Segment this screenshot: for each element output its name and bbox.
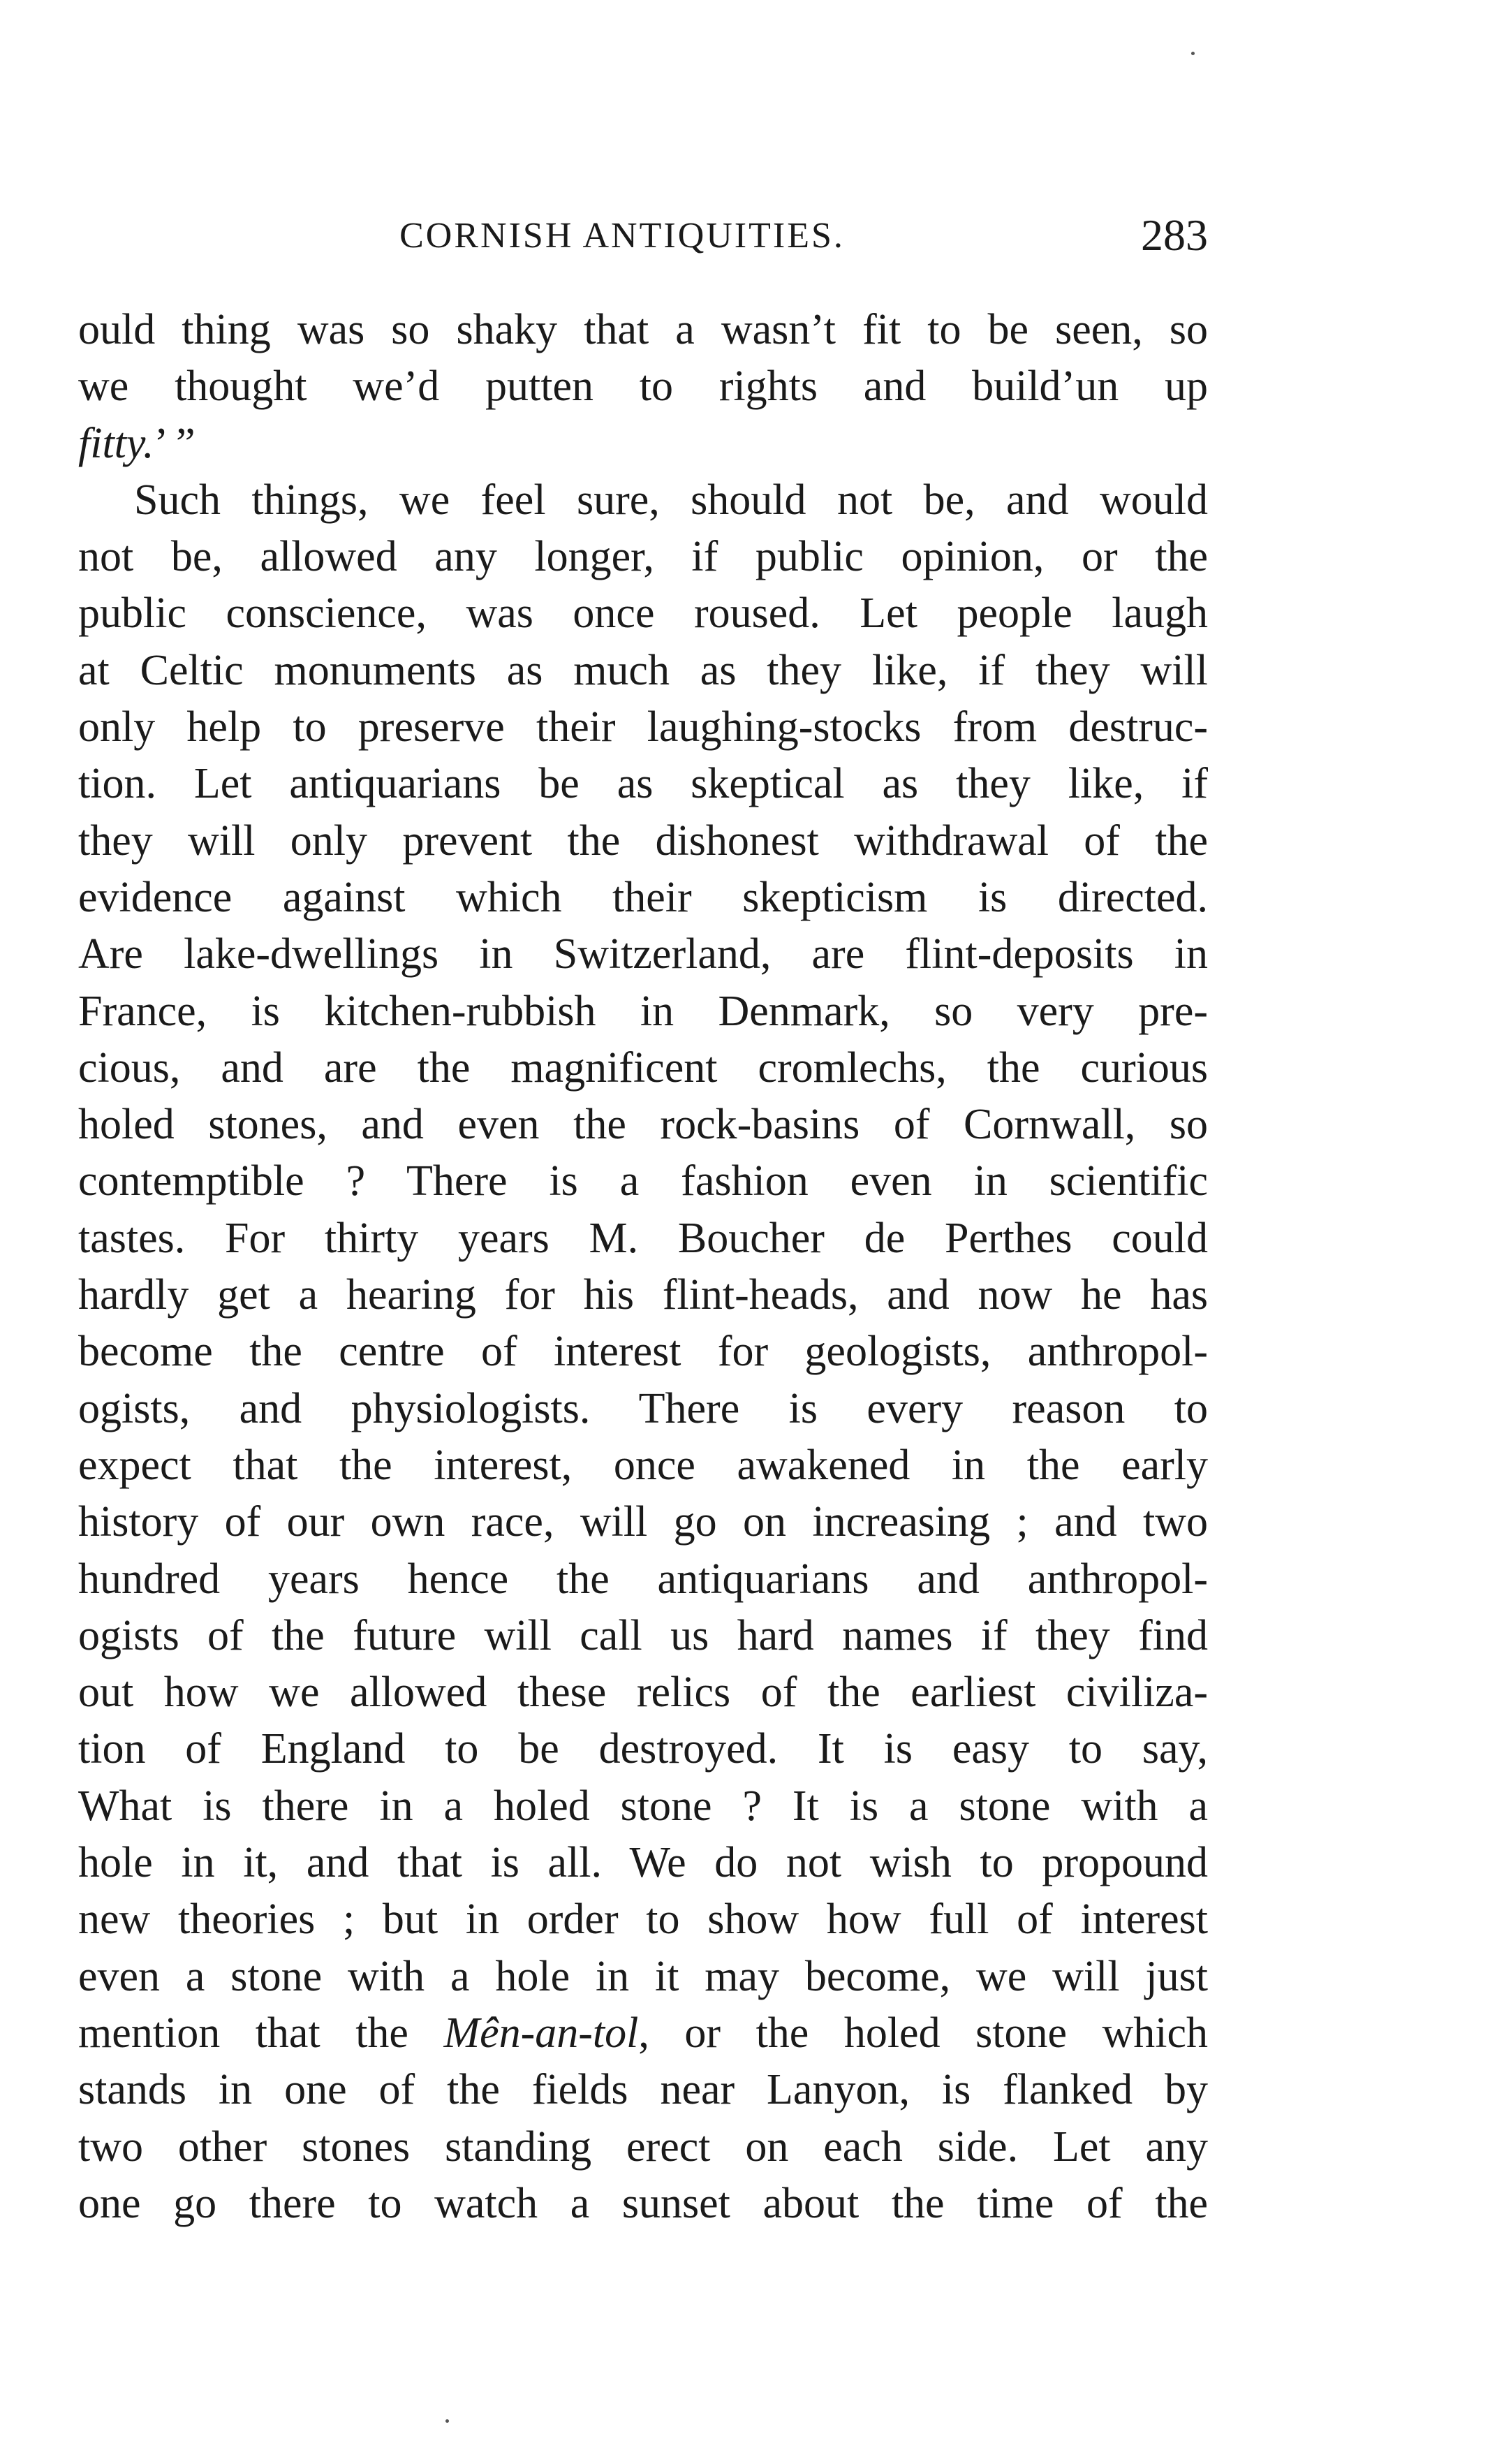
text-line: holed stones, and even the rock-basins of Cornwall, so [78, 1101, 1208, 1149]
text-line: contemptible ? There is a fashion even in scientific [78, 1157, 1208, 1205]
running-title: CORNISH ANTIQUITIES. [399, 216, 845, 256]
text-line: hardly get a hearing for his flint-heads, and now he has [78, 1271, 1208, 1319]
running-head [78, 210, 1208, 265]
text-line: become the centre of interest for geologists, anthropol- [78, 1328, 1208, 1376]
text-line [78, 2005, 1208, 2062]
text-line: stands in one of the fields near Lanyon, is flanked by [78, 2066, 1208, 2114]
text-line: hundred years hence the antiquarians and anthropol- [78, 1555, 1208, 1603]
text-line: they will only prevent the dishonest withdrawal of the [78, 816, 1208, 865]
page-number: 283 [1141, 210, 1208, 260]
text-line: tion. Let antiquarians be as skeptical as they like, if [78, 760, 1208, 808]
text-line: tion of England to be destroyed. It is easy to say, [78, 1725, 1208, 1773]
text-line: hole in it, and that is all. We do not wish to propound [78, 1839, 1208, 1887]
text-line: evidence against which their skepticism is directed. [78, 873, 1208, 921]
text-line [78, 416, 1208, 472]
text-line: tastes. For thirty years M. Boucher de Perthes could [78, 1214, 1208, 1262]
text-line: expect that the interest, once awakened in the early [78, 1441, 1208, 1489]
text-line: not be, allowed any longer, if public opinion, or the [78, 533, 1208, 581]
text-line: even a stone with a hole in it may become, we will just [78, 1952, 1208, 2000]
body-text [78, 302, 1208, 2232]
text-line: history of our own race, will go on increasing ; and two [78, 1498, 1208, 1546]
text-line: new theories ; but in order to show how full of interest [78, 1895, 1208, 1944]
text-line: we thought we’d putten to rights and build’un up [78, 362, 1208, 411]
text-line: only help to preserve their laughing-stocks from destruc- [78, 703, 1208, 751]
text-line: ould thing was so shaky that a wasn’t fit to be seen, so [78, 306, 1208, 353]
paper-speck [445, 2419, 449, 2423]
text-line: two other stones standing erect on each side. Let any [78, 2122, 1208, 2171]
text-line: France, is kitchen-rubbish in Denmark, so very pre- [78, 987, 1208, 1035]
text-line: at Celtic monuments as much as they like, if they will [78, 646, 1208, 694]
italic-term: Mên-an-tol [443, 2009, 639, 2057]
text-line: ogists of the future will call us hard names if they find [78, 1611, 1208, 1659]
paper-speck [1191, 52, 1195, 55]
text-line: cious, and are the magnificent cromlechs, the curious [78, 1043, 1208, 1092]
text-segment: , or the holed stone which [638, 2009, 1208, 2057]
text-line: public conscience, was once roused. Let people laugh [78, 589, 1208, 638]
text-line: out how we allowed these relics of the earliest civiliza- [78, 1669, 1208, 1717]
text-line: Are lake-dwellings in Switzerland, are flint-deposits in [78, 930, 1208, 978]
text-line: ogists, and physiologists. There is every reason to [78, 1384, 1208, 1432]
text-line: What is there in a holed stone ? It is a stone with a [78, 1782, 1208, 1830]
paragraph-start-line: Such things, we feel sure, should not be, and would [134, 476, 1208, 524]
italic-word: fitty. [78, 419, 154, 467]
text-line: one go there to watch a sunset about the time of the [78, 2179, 1208, 2227]
text-segment: mention that the [78, 2009, 444, 2057]
text-segment: ’ ” [154, 419, 196, 467]
